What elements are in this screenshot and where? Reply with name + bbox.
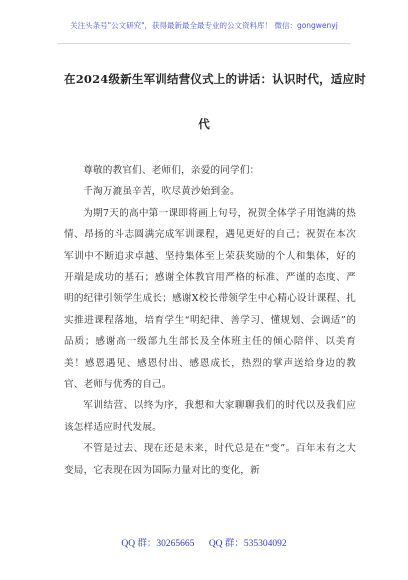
document-body	[64, 160, 356, 481]
body-paragraph: 不管是过去、现在还是未来，时代总是在“变”。百年未有之大变局，它表现在因为国际力量对比的变化，新	[64, 443, 356, 476]
salutation: 尊敬的教官们、老师们，亲爱的同学们：	[83, 165, 260, 176]
body-paragraph: 为期7天的高中第一课即将画上句号，祝贺全体学子用饱满的热情、昂扬的斗志圆满完成军训课程，遇见更好的自己；祝贺在本次军训中不断追求卓越、坚持集体至上荣获奖励的个人和集体，好的开端是成功的基石；感谢全体教官用严格的标准、严谨的态度、严明的纪律引领学生成长；感谢X校长带领学生中心精心设计课程、扎实推进课程落地，培育学生“明纪律、善学习、懂规划、会调适”的品质；感谢高一级部九生部长及全体班主任的倾心陪伴、以美育美！感恩遇见、感恩付出、感恩成长，热烈的掌声送给身边的教官、老师与优秀的自己。	[64, 207, 356, 391]
qq-group-1: QQ 群：30265665	[121, 539, 195, 549]
header-divider	[58, 43, 350, 44]
header-note: 关注头条号"公文研究"，获得最新最全最专业的公文资料库！ 微信：gongwenyj	[70, 21, 338, 30]
document-title: 在2024级新生军训结营仪式上的讲话：认识时代，适应时	[64, 72, 366, 86]
document-title-continuation: 代	[198, 117, 210, 131]
qq-group-2: QQ 群：535304092	[208, 539, 287, 549]
footer-contact	[0, 535, 408, 549]
body-paragraph: 军训结营、以终为序，我想和大家聊聊我们的时代以及我们应该怎样适应时代发展。	[64, 400, 356, 433]
opening-quote: 千淘万漉虽辛苦，吹尽黄沙始到金。	[83, 186, 240, 198]
